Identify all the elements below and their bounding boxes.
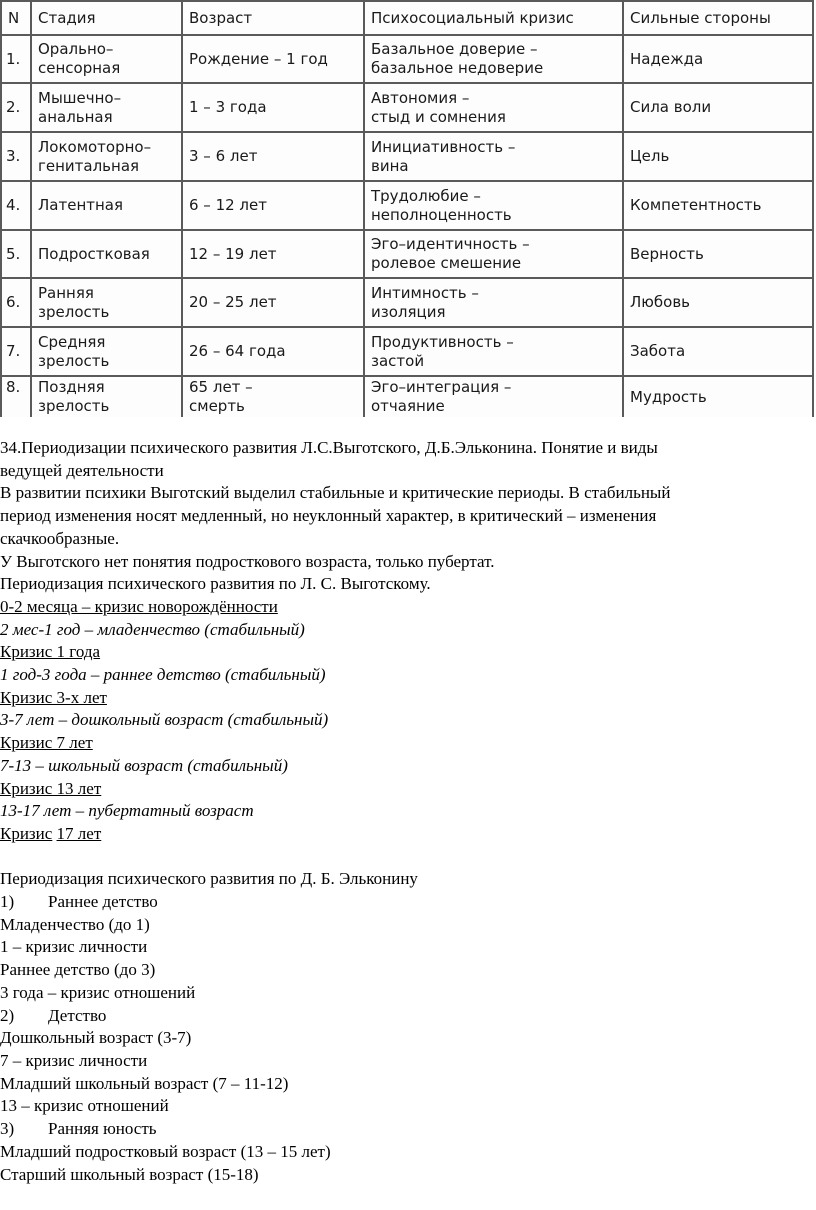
- row-age: 1 – 3 года: [182, 83, 364, 132]
- row-stage: Орально– сенсорная: [31, 35, 182, 83]
- row-number: 7.: [1, 327, 31, 376]
- table-row: [1, 327, 813, 376]
- row-strength: Цель: [623, 132, 813, 181]
- row-age: 65 лет – смерть: [182, 376, 364, 417]
- row-crisis: Трудолюбие – неполноценность: [364, 181, 623, 230]
- row-number: 8.: [1, 376, 31, 417]
- row-age: 12 – 19 лет: [182, 230, 364, 278]
- elkonin-line: Старший школьный возраст (15-18): [0, 1164, 259, 1184]
- elkonin-line: Раннее детство (до 3): [0, 960, 156, 980]
- table-row: [1, 132, 813, 181]
- row-stage: Локомоторно– генитальная: [31, 132, 182, 181]
- elkonin-line: Дошкольный возраст (3-7): [0, 1028, 192, 1048]
- vygotsky-stable-line: 7-13 – школьный возраст (стабильный): [0, 755, 288, 775]
- header-stage: Стадия: [31, 1, 182, 35]
- row-age: Рождение – 1 год: [182, 35, 364, 83]
- vygotsky-note: У Выготского нет понятия подросткового возраста, только пубертат.: [0, 551, 495, 571]
- table-header-row: [1, 1, 813, 35]
- row-strength: Верность: [623, 230, 813, 278]
- vygotsky-crisis-line: 0-2 месяца – кризис новорождённости: [0, 596, 278, 616]
- row-strength: Надежда: [623, 35, 813, 83]
- elkonin-line: 3 года – кризис отношений: [0, 982, 196, 1002]
- row-strength: Любовь: [623, 278, 813, 327]
- row-stage: Подростковая: [31, 230, 182, 278]
- elkonin-line: Младший школьный возраст (7 – 11-12): [0, 1073, 289, 1093]
- vygotsky-crisis-line: Кризис 7 лет: [0, 733, 93, 753]
- era-number: 1): [0, 892, 15, 912]
- row-crisis: Базальное доверие – базальное недоверие: [364, 35, 623, 83]
- vygotsky-crisis-line: [0, 823, 816, 846]
- row-age: 6 – 12 лет: [182, 181, 364, 230]
- row-crisis: Инициативность – вина: [364, 132, 623, 181]
- row-stage: Средняя зрелость: [31, 327, 182, 376]
- intro-paragraph-line: В развитии психики Выготский выделил стабильные и критические периоды. В стабильный: [0, 483, 671, 503]
- document-body: [0, 437, 816, 1186]
- header-number: N: [1, 1, 31, 35]
- row-strength: Компетентность: [623, 181, 813, 230]
- elkonin-line: 7 – кризис личности: [0, 1050, 148, 1070]
- row-strength: Сила воли: [623, 83, 813, 132]
- row-number: 3.: [1, 132, 31, 181]
- vygotsky-crisis-line: Кризис 3-х лет: [0, 687, 107, 707]
- vygotsky-crisis-line: Кризис 13 лет: [0, 778, 102, 798]
- header-age: Возраст: [182, 1, 364, 35]
- table-row: [1, 83, 813, 132]
- row-stage: Латентная: [31, 181, 182, 230]
- row-age: 20 – 25 лет: [182, 278, 364, 327]
- elkonin-era-heading: [0, 1118, 816, 1141]
- vygotsky-stable-line: 2 мес-1 год – младенчество (стабильный): [0, 619, 305, 639]
- elkonin-line: 1 – кризис личности: [0, 937, 148, 957]
- era-name: Ранняя юность: [48, 1119, 157, 1139]
- row-crisis: Продуктивность – застой: [364, 327, 623, 376]
- era-name: Детство: [48, 1005, 107, 1025]
- era-number: 2): [0, 1005, 15, 1025]
- vygotsky-stable-line: 3-7 лет – дошкольный возраст (стабильный): [0, 710, 329, 730]
- crisis-age: 17 лет: [56, 823, 102, 843]
- elkonin-era-heading: [0, 891, 816, 914]
- crisis-word: Кризис: [0, 823, 53, 843]
- section-title-continued: ведущей деятельности: [0, 460, 164, 480]
- row-stage: Мышечно– анальная: [31, 83, 182, 132]
- row-age: 26 – 64 года: [182, 327, 364, 376]
- row-number: 5.: [1, 230, 31, 278]
- vygotsky-crisis-line: Кризис 1 года: [0, 642, 101, 662]
- blank-line: [0, 846, 816, 869]
- era-number: 3): [0, 1119, 15, 1139]
- elkonin-line: Младенчество (до 1): [0, 914, 150, 934]
- row-crisis: Автономия – стыд и сомнения: [364, 83, 623, 132]
- row-strength: Забота: [623, 327, 813, 376]
- table-row: [1, 376, 813, 417]
- row-stage: Ранняя зрелость: [31, 278, 182, 327]
- table-row: [1, 230, 813, 278]
- header-crisis: Психосоциальный кризис: [364, 1, 623, 35]
- row-age: 3 – 6 лет: [182, 132, 364, 181]
- table-row: [1, 35, 813, 83]
- elkonin-line: Младший подростковый возраст (13 – 15 лет): [0, 1141, 331, 1161]
- elkonin-line: 13 – кризис отношений: [0, 1096, 169, 1116]
- row-number: 2.: [1, 83, 31, 132]
- intro-paragraph-line: скачкообразные.: [0, 528, 120, 548]
- row-number: 6.: [1, 278, 31, 327]
- vygotsky-periodization-title: Периодизация психического развития по Л. С. Выготскому.: [0, 574, 431, 594]
- section-title: 34.Периодизации психического развития Л.С.Выготского, Д.Б.Эльконина. Понятие и виды: [0, 438, 658, 457]
- row-number: 1.: [1, 35, 31, 83]
- elkonin-periodization-title: Периодизация психического развития по Д. Б. Эльконину: [0, 869, 418, 889]
- table-row: [1, 278, 813, 327]
- header-strengths: Сильные стороны: [623, 1, 813, 35]
- vygotsky-stable-line: 1 год-3 года – раннее детство (стабильный): [0, 665, 326, 685]
- row-crisis: Эго–идентичность – ролевое смешение: [364, 230, 623, 278]
- intro-paragraph-line: период изменения носят медленный, но неуклонный характер, в критический – изменения: [0, 506, 657, 526]
- era-name: Раннее детство: [48, 892, 158, 912]
- row-number: 4.: [1, 181, 31, 230]
- table-row: [1, 181, 813, 230]
- row-crisis: Интимность – изоляция: [364, 278, 623, 327]
- row-crisis: Эго–интеграция – отчаяние: [364, 376, 623, 417]
- row-strength: Мудрость: [623, 376, 813, 417]
- erikson-stages-table: [0, 0, 814, 417]
- elkonin-era-heading: [0, 1005, 816, 1028]
- vygotsky-stable-line: 13-17 лет – пубертатный возраст: [0, 801, 254, 821]
- row-stage: Поздняя зрелость: [31, 376, 182, 417]
